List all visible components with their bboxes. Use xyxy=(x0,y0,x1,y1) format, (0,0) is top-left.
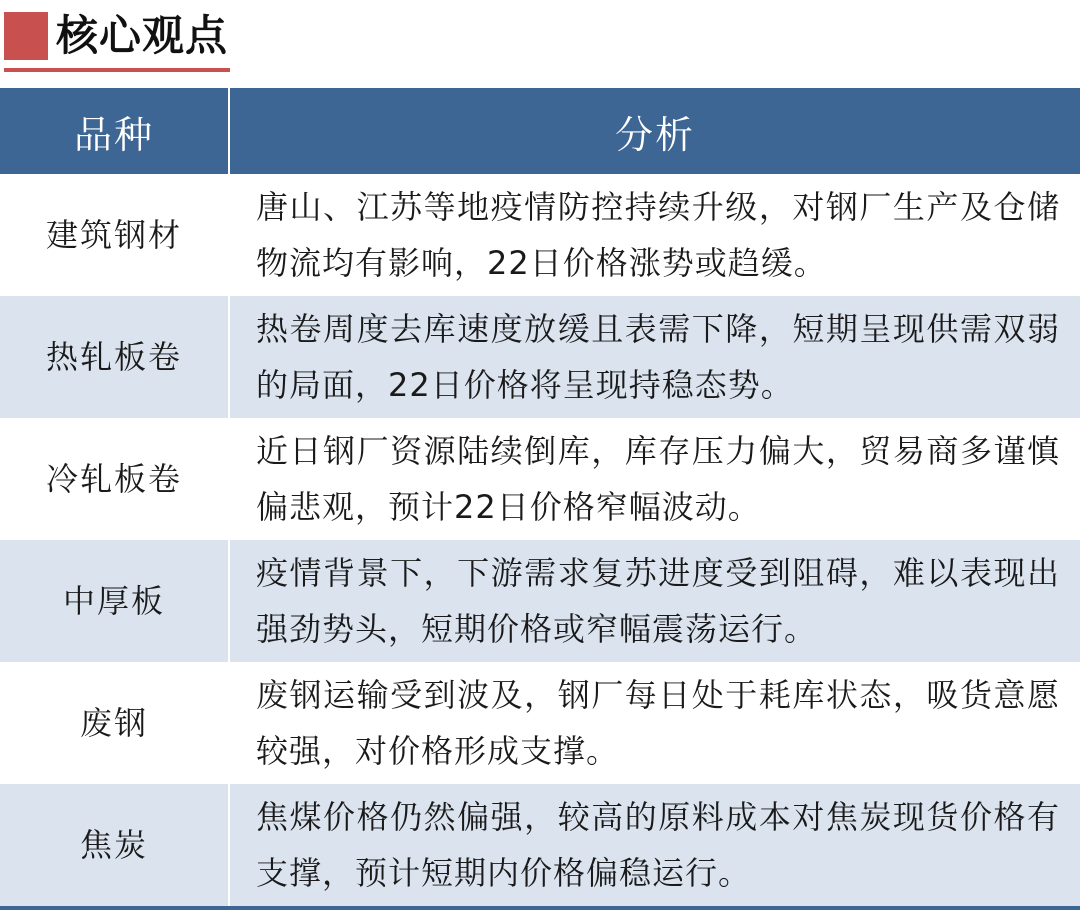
title-marker-block xyxy=(4,12,48,60)
table-row xyxy=(0,784,1080,908)
header-analysis: 分析 xyxy=(229,88,1080,174)
analysis-cell: 热卷周度去库速度放缓且表需下降，短期呈现供需双弱的局面，22日价格将呈现持稳态势。 xyxy=(229,296,1080,418)
kind-cell: 焦炭 xyxy=(0,784,229,908)
analysis-cell: 唐山、江苏等地疫情防控持续升级，对钢厂生产及仓储物流均有影响，22日价格涨势或趋缓。 xyxy=(229,174,1080,296)
table-row xyxy=(0,662,1080,784)
kind-cell: 热轧板卷 xyxy=(0,296,229,418)
table-row xyxy=(0,174,1080,296)
table-row xyxy=(0,418,1080,540)
analysis-table xyxy=(0,88,1080,910)
kind-cell: 中厚板 xyxy=(0,540,229,662)
table-header-row xyxy=(0,88,1080,174)
header-kind: 品种 xyxy=(0,88,229,174)
title-underline xyxy=(4,68,230,72)
kind-cell: 冷轧板卷 xyxy=(0,418,229,540)
table-row xyxy=(0,296,1080,418)
kind-cell: 建筑钢材 xyxy=(0,174,229,296)
analysis-cell: 疫情背景下，下游需求复苏进度受到阻碍，难以表现出强劲势头，短期价格或窄幅震荡运行。 xyxy=(229,540,1080,662)
analysis-cell: 近日钢厂资源陆续倒库，库存压力偏大，贸易商多谨慎偏悲观，预计22日价格窄幅波动。 xyxy=(229,418,1080,540)
section-header xyxy=(0,0,1080,80)
kind-cell: 废钢 xyxy=(0,662,229,784)
table-row xyxy=(0,540,1080,662)
analysis-cell: 废钢运输受到波及，钢厂每日处于耗库状态，吸货意愿较强，对价格形成支撑。 xyxy=(229,662,1080,784)
analysis-cell: 焦煤价格仍然偏强，较高的原料成本对焦炭现货价格有支撑，预计短期内价格偏稳运行。 xyxy=(229,784,1080,908)
section-title: 核心观点 xyxy=(56,11,229,60)
